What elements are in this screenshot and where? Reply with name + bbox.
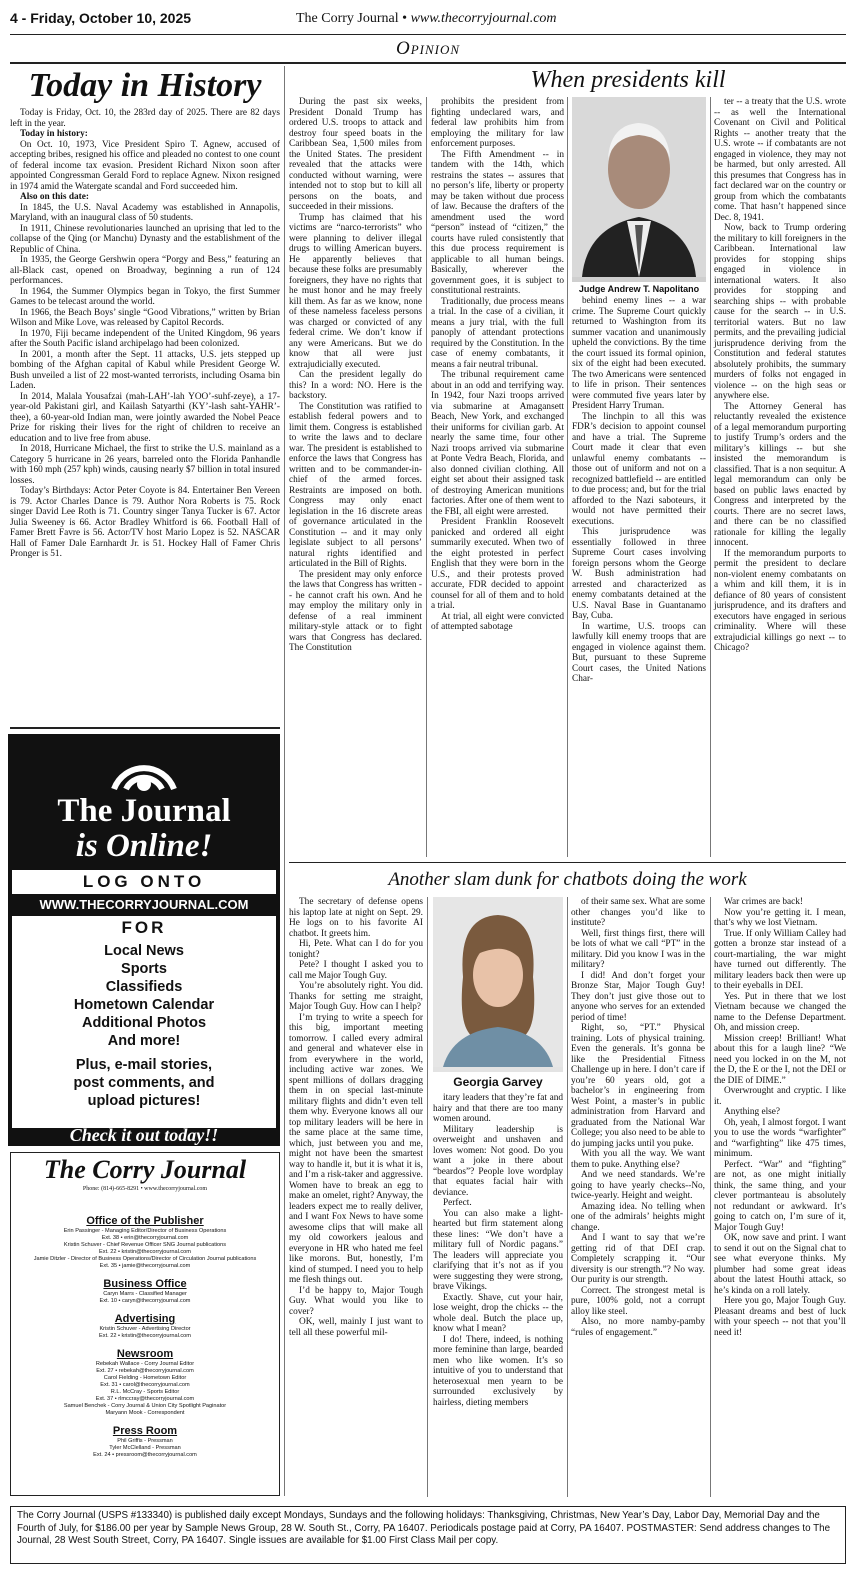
ad-plus-line: upload pictures! — [87, 1093, 201, 1109]
today-in-history — [10, 66, 280, 560]
paragraph: Also on this date: — [20, 192, 89, 202]
staff-section-heading: Advertising — [114, 1313, 176, 1325]
paragraph: Now, back to Trump ordering the military to kill foreigners in the Caribbean. International law provides for stopping ships engaged in violence in international waters. It also provides for stopping and searching ships -- with probable cause for the search -- in U.S. territorial waters. But no law permits, and the prevailing judicial jurisprudence deriving from the Constitution and federal statutes absolutely prohibits, the summary murders of folks not engaged in violence -- on the high seas or anywhere else. — [714, 223, 846, 401]
ad-feature: Sports — [121, 961, 167, 977]
staff-line: Jamie Ditzler - Director of Business Operations/Director of Circulation Journal publications — [33, 1256, 257, 1262]
paragraph: President Franklin Roosevelt panicked and ordered all eight summarily executed. When two of the eight protested in perfect English that they were born in the U.S., and their protests proved accurate, FDR decided to appoint counsel for all of them and to hold a trial. — [431, 517, 564, 611]
paragraph: Trump has claimed that his victims are “narco-terrorists” who were planning to deliver illegal drugs to willing American buyers. He apparently believes that because these folks are presumably foreigners, they have no rights that he must honor and he may freely kill them. As far as we know, none of these nameless faceless persons was charged or convicted of any federal crime. We don’t know if any were Americans. But we do know that all were just extrajudicially executed. — [289, 212, 422, 370]
paragraph: In 1935, the George Gershwin opera “Porgy and Bess,” featuring an all-Black cast, opened on Broadway, beginning a run of 124 performances. — [10, 255, 280, 286]
paragraph: In 1966, the Beach Boys’ single “Good Vibrations,” written by Brian Wilson and Mike Love, was released by Capitol Records. — [10, 307, 280, 328]
paragraph: Today’s Birthdays: Actor Peter Coyote is 84. Entertainer Ben Vereen is 79. Actor Charles Dance is 79. Author Nora Roberts is 75. Rock singer David Lee Roth is 71. Country singer Tanya Tucker is 67. Actor Julia Sweeney is 66. Actor Bradley Whitford is 66. Football Hall of Famer Brett Favre is 56. Actor/TV host Mario Lopez is 52. NASCAR Hall of Famer Dale Earnhardt Jr. is 51. Hockey Hall of Famer Chris Pronger is 51. — [10, 486, 280, 559]
ad-headline-2: is Online! — [75, 828, 213, 864]
paragraph: With you all the way. We want them to puke. Anything else? — [571, 1149, 705, 1170]
header-site: www.thecorryjournal.com — [410, 11, 557, 26]
ad-url[interactable]: WWW.THECORRYJOURNAL.COM — [39, 897, 249, 912]
columnist-photo-garvey — [433, 897, 563, 1087]
page-date: 4 - Friday, October 10, 2025 — [10, 10, 192, 26]
staff-line: Kristin Schuver - Chief Revenue Officer SNG Journal publications — [63, 1242, 227, 1248]
ad-plus-line: Plus, e-mail stories, — [75, 1057, 213, 1073]
paragraph: Exactly. Shave, cut your hair, lose weight, drop the chicks -- the whole deal. Butch the place up, know what I mean? — [433, 1292, 563, 1334]
ad-for: FOR — [12, 916, 276, 940]
history-title: Today in History — [28, 67, 262, 104]
article1-col1 — [289, 97, 422, 654]
paragraph: itary leaders that they’re fat and hairy and that there are too many women around. — [433, 1093, 563, 1124]
staff-section — [11, 1278, 279, 1305]
staff-list — [11, 1215, 279, 1459]
staff-line: Samuel Benchek - Corry Journal & Union City Spotlight Paginator — [63, 1403, 227, 1409]
paragraph: Today is Friday, Oct. 10, the 283rd day of 2025. There are 82 days left in the year. — [10, 108, 280, 129]
paragraph: The Constitution was ratified to establish federal powers and to limit them. Congress is established to write the laws and to declare war. The president is established to enforce the laws that Congress has written and to be commander-in-chief of the armed forces. Restraints are imposed on both. Congress may only enact legislation in the 16 discrete areas of governance articulated in the Constitution -- and it may only legislate subject to all persons’ natural rights identified and articulated in the Bill of Rights. — [289, 401, 422, 569]
staff-section-heading: Newsroom — [116, 1348, 174, 1360]
staff-line: Rebekah Wallace - Corry Journal Editor — [95, 1361, 195, 1367]
paragraph: Here you go, Major Tough Guy. Pleasant dreams and best of luck with your speech -- not that you’ll need it! — [714, 1296, 846, 1338]
header-sep: • — [402, 11, 408, 26]
staff-section-heading: Press Room — [112, 1425, 178, 1437]
paragraph: Today in history: — [20, 129, 88, 139]
article2-col2 — [433, 1093, 563, 1408]
ad-features — [12, 940, 276, 1128]
paragraph: Overwrought and cryptic. I like it. — [714, 1086, 846, 1107]
paragraph: In 1964, the Summer Olympics began in Tokyo, the first Summer Games to be telecast around the world. — [10, 286, 280, 307]
paragraph: In 1845, the U.S. Naval Academy was established in Annapolis, Maryland, with an inaugural class of 50 students. — [10, 202, 280, 223]
page-header — [0, 0, 856, 59]
paragraph: True. If only William Calley had gotten a bronze star instead of a court-martialing, the war might have turned out differently. The military leaders back then were up to their eyeballs in DEI. — [714, 928, 846, 991]
paragraph: In 1911, Chinese revolutionaries launched an uprising that led to the collapse of the Qing (or Manchu) Dynasty and the establishment of the Republic of China. — [10, 223, 280, 255]
paragraph: Oh, yeah, I almost forgot. I want you to use the words “warfighter” and “warfighting” like 475 times, minimum. — [714, 1117, 846, 1159]
staff-section — [11, 1348, 279, 1417]
paragraph: In 2014, Malala Yousafzai (mah-LAH’-lah YOO’-suhf-zeye), a 17-year-old Pakistani girl, and Kailash Satyarthi (KY’-lash saht-YAHR’-thee), a 60-year-old Indian man, were jointly awarded the Nobel Peace Prize for risking their lives for the right of children to receive an education and to live free from abuse. — [10, 391, 280, 444]
staff-line: Phil Griffis - Pressman — [117, 1438, 173, 1444]
paragraph: Military leadership is overweight and unshaven and loves women: Not good. Do you want a joke in there about “beardos”? People love wordplay that equates facial hair with deviance. — [433, 1124, 563, 1198]
paragraph: You’re absolutely right. You did. Thanks for setting me straight, Major Tough Guy. How can I help? — [289, 981, 423, 1012]
ad-feature: Classifieds — [105, 979, 183, 995]
paragraph: This jurisprudence was essentially followed in three Supreme Court cases involving foreign persons whom the George W. Bush administration had arrested and characterized as enemy combatants detained at the U.S. Naval Base in Guantanamo Bay, Cuba. — [572, 527, 706, 621]
staff-line: Tyler McClelland - Pressman — [109, 1445, 181, 1451]
staff-line: Ext. 35 • jamie@thecorryjournal.com — [99, 1263, 191, 1269]
paragraph: prohibits the president from fighting undeclared wars, and federal law prohibits him from employing the military for law enforcement purposes. — [431, 97, 564, 149]
staff-line: Ext. 10 • caryn@thecorryjournal.com — [99, 1298, 191, 1304]
ad-log-onto: LOG ONTO — [12, 870, 276, 894]
article2-title: Another slam dunk for chatbots doing the work — [388, 869, 747, 890]
article1-col2 — [431, 97, 564, 633]
paragraph: I’d be happy to, Major Tough Guy. What would you like to cover? — [289, 1285, 423, 1317]
paragraph: Perfect. — [443, 1198, 472, 1208]
paragraph: Correct. The strongest metal is pure, 100% gold, not a corrupt alloy like steel. — [571, 1285, 705, 1317]
paragraph: Now you’re getting it. I mean, that’s why we lost Vietnam. — [714, 907, 846, 928]
publication-footer: The Corry Journal (USPS #133340) is published daily except Mondays, Sundays and the following holidays: Thanksgiving, Christmas, New Year’s Day, Labor Day, Memorial Day and the Fourth of July, for $186.00 per year by Sample News Group, 28 W. South St., Corry, PA 16407. Periodicals postage paid at Corry, PA 16407. POSTMASTER: Send address changes to The Journal, 28 West South Street, Corry, PA 16407. Single issues are available for $1.00 First Class Mail per copy. — [10, 1506, 846, 1564]
ad-feature: And more! — [107, 1033, 181, 1049]
article2-col1 — [289, 897, 423, 1338]
paragraph: The secretary of defense opens his laptop late at night on Sept. 29. He logs on to his favorite AI chatbot. It greets him. — [289, 897, 423, 939]
article1-title: When presidents kill — [530, 67, 726, 93]
paragraph: In 2018, Hurricane Michael, the first to strike the U.S. mainland as a Category 5 hurricane in 26 years, barreled onto the Florida Panhandle with 160 mph (257 kph) winds, causing nearly $7 billion in total insured losses. — [10, 444, 280, 486]
paragraph: Anything else? — [724, 1107, 781, 1117]
staff-line: Kristin Schuver - Advertising Director — [99, 1326, 191, 1332]
paragraph: In 2001, a month after the Sept. 11 attacks, U.S. jets stepped up bombing of the Afghan capital of Kabul while President George W. Bush unveiled a list of 22 most-wanted terrorists, including Osama bin Laden. — [10, 349, 280, 391]
article1-col4 — [714, 97, 846, 654]
columnist-photo-napolitano — [572, 97, 706, 293]
article1-col3 — [572, 296, 706, 685]
staff-line: Carol Fielding - Hometown Editor — [103, 1375, 187, 1381]
paragraph: If the memorandum purports to permit the president to declare non-violent enemy combatants on a whim and kill them, it is in defiance of 80 years of consistent jurisprudence, and its drafters and executors have engaged in serious criminality. Where will these extrajudicial killings go next -- to Chicago? — [714, 548, 846, 653]
staff-line: R.L. McCray - Sports Editor — [110, 1389, 180, 1395]
paragraph: The tribunal requirement came about in an odd and terrifying way. In 1942, four Nazi troops arrived via submarine at Amagansett Beach, New York, and exchanged their uniforms for civilian garb. At nearly the same time, four other Nazi troops arrived via submarine at Ponte Vedra Beach, Florida, and also donned civilian clothing. All eight set about their assigned task of destroying American munitions factories. After one of them went to the FBI, all eight were arrested. — [431, 370, 564, 517]
staff-section — [11, 1425, 279, 1459]
online-ad[interactable] — [8, 734, 280, 1146]
paragraph: of their same sex. What are some other changes you’d like to institute? — [571, 897, 705, 928]
ad-feature: Additional Photos — [81, 1015, 207, 1031]
paragraph: Amazing idea. No telling when one of the admirals’ heights might change. — [571, 1201, 705, 1233]
staff-section — [11, 1313, 279, 1340]
paragraph: War crimes are back! — [724, 897, 804, 907]
history-body — [10, 108, 280, 560]
paragraph: Also, no more namby-pamby “rules of engagement.” — [571, 1317, 705, 1338]
paragraph: I do! There, indeed, is nothing more feminine than large, bearded men who like women. It’s so intuitive of you to understand that heterosexual men yearn to be surrounded exclusively by hairless, dieting members — [433, 1334, 563, 1408]
paragraph: And I want to say that we’re getting rid of that DEI crap. Completely scrapping it. “Our diversity is our strength.”? No way. Our purity is our strength. — [571, 1233, 705, 1285]
photo-caption-napolitano: Judge Andrew T. Napolitano — [572, 282, 706, 296]
photo-caption-garvey: Georgia Garvey — [433, 1072, 563, 1092]
staff-line: Erin Passinger - Managing Editor/Director of Business Operations — [63, 1228, 227, 1234]
paragraph: The Attorney General has reluctantly revealed the existence of a legal memorandum purporting to justify Trump’s orders and the military’s killings -- but she insisted the memorandum is classified. That is a non sequitur. A legal memorandum can only be based on public laws enacted by Congress and interpreted by the courts. There are no secret laws, and there can be no classified rationale for killing the legally innocent. — [714, 401, 846, 548]
staff-line: Ext. 22 • kristin@thecorryjournal.com — [99, 1249, 191, 1255]
paragraph: In 1970, Fiji became independent of the United Kingdom, 96 years after the South Pacific island archipelago had been colonized. — [10, 328, 280, 349]
paragraph: You can also make a light-hearted but firm statement along these lines: “We don’t have a military full of Nordic pagans.” The leaders will appreciate you clarifying that it’s not as if you were suggesting they were strong, brave Vikings. — [433, 1208, 563, 1292]
paragraph: On Oct. 10, 1973, Vice President Spiro T. Agnew, accused of accepting bribes, resigned his office and pleaded no contest to one count of federal income tax evasion. President Richard Nixon soon after appointed Congressman Gerald Ford to replace Agnew. Nixon resigned in 1974 amid the Watergate scandal and Ford succeeded him. — [10, 139, 280, 192]
article2-col3 — [571, 897, 705, 1338]
staff-line: Ext. 37 • rlmccray@thecorryjournal.com — [95, 1396, 195, 1402]
paragraph: I’m trying to write a speech for this big, important meeting tomorrow. I called every admiral and general and whatever else in from everywhere in the world, including active war zones. We spent millions of dollars dragging them in on special last-minute military flights and didn’t even tell them why. Everyone knows all our top military leaders will be here in the same place at the same time, which, just between you and me, might not have been the smartest way to handle it, but it is what it is, and I’m a risk-taker and aggressive. Women have to break an egg to make an omelet, right? Anyway, the leaders expect me to really deliver, and I want Fox News to have some awesome clips that will make all my old coworkers jealous and everyone in HR who hated me feel like morons. But, honestly, I’m kind of stumped. I need you to help me flesh things out. — [289, 1012, 423, 1285]
staff-line: Ext. 24 • pressroom@thecorryjournal.com — [93, 1452, 197, 1458]
masthead-phone: Phone: (814)-665-8291 • www.thecorryjournal.com — [82, 1186, 208, 1192]
paragraph: ter -- a treaty that the U.S. wrote -- as well the International Covenant on Civil and Political Rights -- another treaty that the U.S. wrote -- if combatants are not engaged in violence, they may not be harmed, but only arrested. All this presumes that Congress has in fact declared war on the country or group from which the combatants come. That hasn’t happened since Dec. 8, 1941. — [714, 97, 846, 223]
section-title: Opinion — [395, 38, 461, 59]
header-masthead — [296, 11, 557, 27]
staff-line: Maryann Mook - Correspondent — [105, 1410, 185, 1416]
paragraph: At trial, all eight were convicted of attempted sabotage — [431, 611, 564, 632]
staff-line: Caryn Marrs - Classified Manager — [103, 1291, 187, 1297]
staff-line: Ext. 22 • kristin@thecorryjournal.com — [99, 1333, 191, 1339]
staff-line: Ext. 27 • rebekah@thecorryjournal.com — [96, 1368, 194, 1374]
paragraph: I did! And don’t forget your Bronze Star, Major Tough Guy! They don’t just give those out to anyone who serves for an extended period of time! — [571, 970, 705, 1023]
paragraph: OK, well, mainly I just want to tell all these powerful mil- — [289, 1317, 423, 1338]
header-paper: The Corry Journal — [296, 11, 399, 26]
paragraph: Can the president legally do this? In a word: NO. Here is the backstory. — [289, 370, 422, 401]
masthead-box — [10, 1152, 280, 1496]
paragraph: The Fifth Amendment -- in tandem with the 14th, which restrains the states -- assures that no person’s life, liberty or property may be taken without due process of law. Because the drafters of the amendment used the word “person” instead of “citizen,” the courts have ruled consistently that this due process requirement is applicable to all human beings. Basically, wherever the government goes, it is subject to constitutional restraints. — [431, 149, 564, 296]
paragraph: Mission creep! Brilliant! What about this for a laugh line? “We need you locked in on the M, not the D, the E or the I, not the DEI or the DIE of DIME.” — [714, 1033, 846, 1086]
ad-check-link[interactable]: Check it out today!! — [69, 1125, 219, 1145]
paragraph: During the past six weeks, President Donald Trump has ordered U.S. troops to attack and destroy four speed boats in the Caribbean Sea, 1,500 miles from the United States. The president revealed that the attacks were conducted without warning, were intended not to stop but to kill all persons on the boats, and succeeded in their missions. — [289, 97, 422, 212]
paragraph: Hi, Pete. What can I do for you tonight? — [289, 939, 423, 960]
staff-section-heading: Business Office — [103, 1278, 187, 1290]
masthead-title: The Corry Journal — [43, 1155, 247, 1184]
ad-feature: Hometown Calendar — [73, 997, 215, 1013]
ad-plus-line: post comments, and — [73, 1075, 215, 1091]
paragraph: Pete? I thought I asked you to call me Major Tough Guy. — [289, 960, 423, 981]
article2-col4 — [714, 897, 846, 1338]
paragraph: And we need standards. We’re going to have yearly checks--No, twice-yearly. Height and weight. — [571, 1170, 705, 1201]
paragraph: The president may only enforce the laws that Congress has written -- he cannot craft his own. And he may employ the military only in defense of a real imminent military-style attack or to fight wars that Congress has declared. The Constitution — [289, 569, 422, 653]
ad-feature: Local News — [104, 943, 184, 959]
paragraph: Right, so, “PT.” Physical training. Lots of physical training. Even the generals. It’s gonna be like the Presidential Fitness Challenge up in here. I don’t care if you’re 60 years old, got a bachelor’s in engineering from West Point, a master’s in public administration from Harvard and graduated from the National War College; you also need to be able to do jumping jacks until you puke. — [571, 1023, 705, 1149]
broadcast-icon — [94, 734, 194, 794]
paragraph: Yes. Put in there that we lost Vietnam because we changed the name to the Defense Department. Oh, and mission creep. — [714, 991, 846, 1033]
ad-headline-1: The Journal — [57, 793, 231, 829]
paragraph: The linchpin to all this was FDR’s decision to appoint counsel and have a trial. The Supreme Court made it clear that even unlawful enemy combatants -- those out of uniform and not on a recognized battlefield -- are entitled to due process; and, but for the trial afforded to the Nazi saboteurs, it would not have permitted their executions. — [572, 411, 706, 527]
paragraph: OK, now save and print. I want to send it out on the Signal chat to see what everyone thinks. My plumber had some great ideas about the latest Houthi attack, so he’s kinda on a roll lately. — [714, 1233, 846, 1296]
paragraph: Perfect. “War” and “fighting” are not, as one might initially think, the same thing, and your clever portmanteau is absolutely not redundant or awkward. It’s going to catch on, I’m sure of it, Major Tough Guy! — [714, 1159, 846, 1233]
paragraph: Traditionally, due process means a trial. In the case of a civilian, it means a jury trial, with the full panoply of attendant protections required by the Constitution. In the case of enemy combatants, it means a fair neutral tribunal. — [431, 296, 564, 370]
paragraph: behind enemy lines -- a war crime. The Supreme Court quickly returned to Washington from its summer vacation and unanimously upheld the convictions. By the time the court issued its formal opinion, six of the eight had been executed. The two Americans were sentenced to life in prison. Their sentences were commuted five years later by President Harry Truman. — [572, 296, 706, 411]
paragraph: Well, first things first, there will be lots of what we call “PT” in the military. Did you know I was in the military? — [571, 928, 705, 970]
staff-line: Ext. 31 • carol@thecorryjournal.com — [100, 1382, 190, 1388]
staff-line: Ext. 38 • erin@thecorryjournal.com — [101, 1235, 189, 1241]
staff-section-heading: Office of the Publisher — [86, 1215, 204, 1227]
staff-section — [11, 1215, 279, 1270]
paragraph: In wartime, U.S. troops can lawfully kill enemy troops that are engaged in violence against them. But, pursuant to these Supreme Court cases, the United Nations Char- — [572, 621, 706, 684]
